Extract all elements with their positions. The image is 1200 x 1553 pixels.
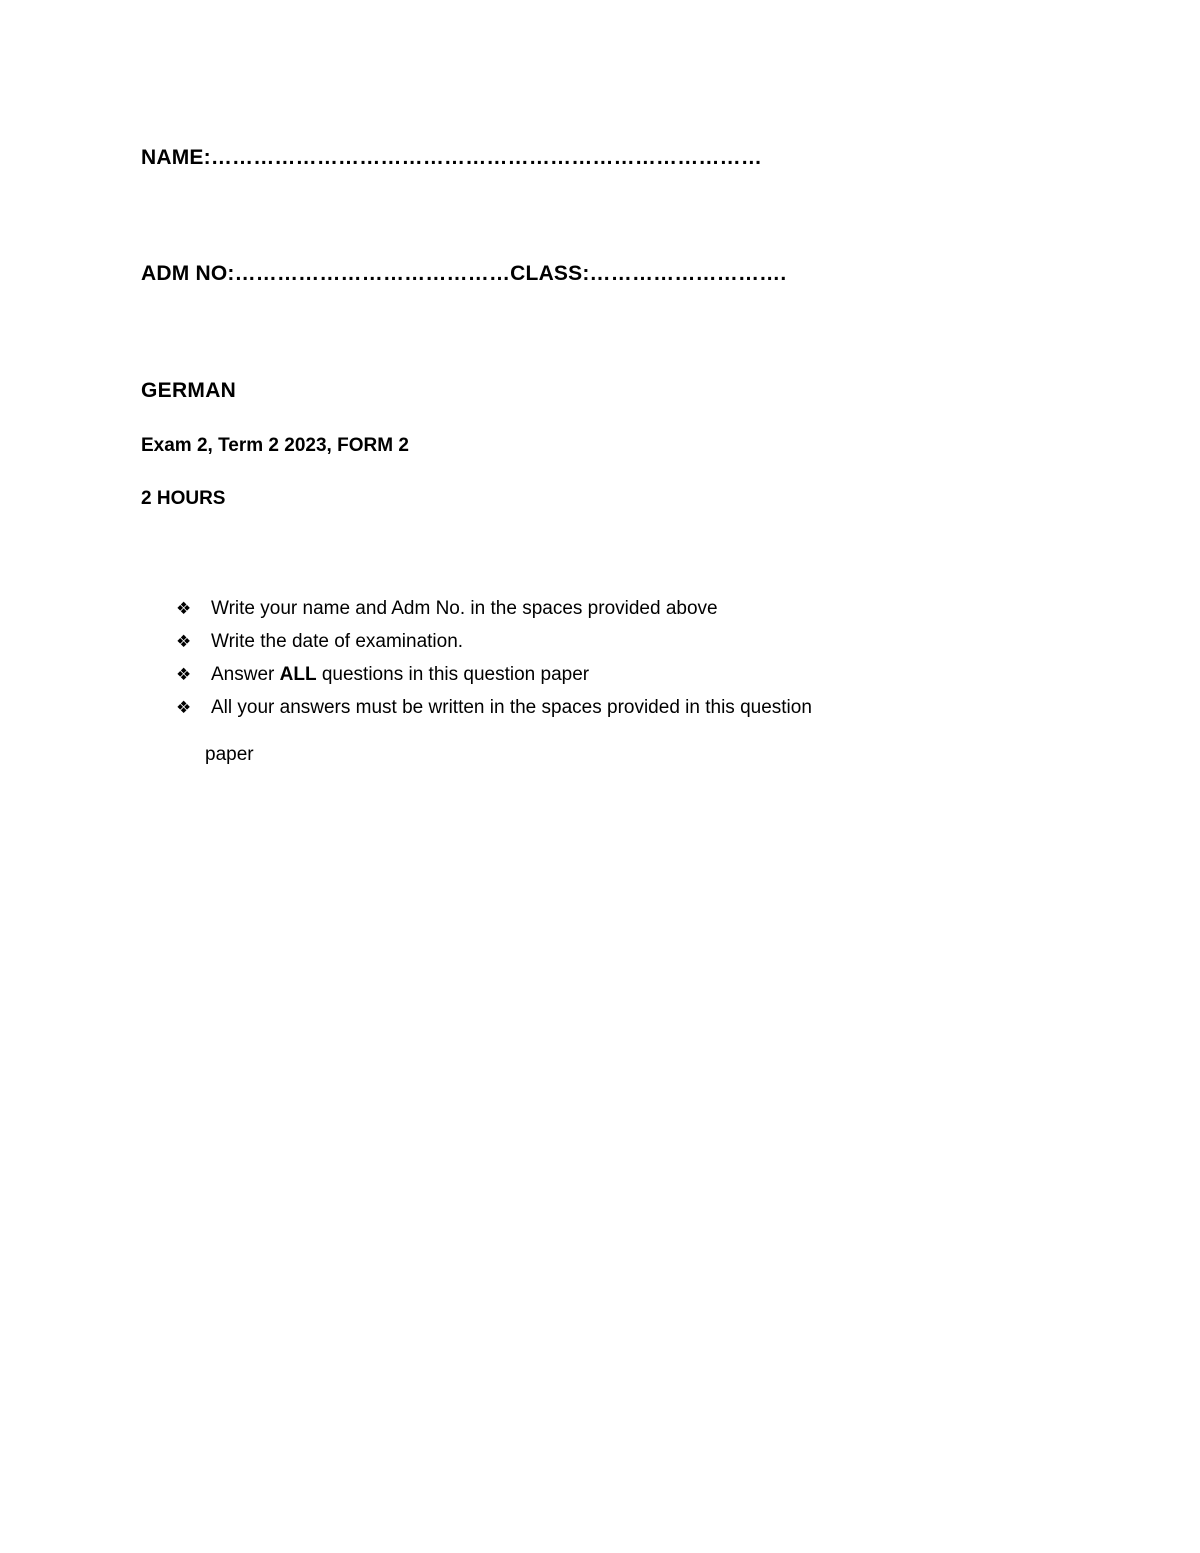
adm-class-field (141, 262, 786, 286)
diamond-bullet-icon: ❖ (176, 664, 192, 684)
instruction-text: All your answers must be written in the spaces provided in this question (211, 696, 812, 718)
adm-dots: ………………………………… (234, 262, 511, 285)
instruction-item (176, 691, 812, 724)
name-label: NAME: (141, 146, 211, 169)
class-dots: ………………………. (589, 262, 787, 285)
adm-label: ADM NO: (141, 262, 235, 285)
instruction-continuation: paper (205, 744, 254, 765)
diamond-bullet-icon: ❖ (176, 697, 192, 717)
diamond-bullet-icon: ❖ (176, 631, 192, 651)
instruction-item (176, 658, 812, 691)
diamond-bullet-icon: ❖ (176, 598, 192, 618)
name-dots: …………………………………………………………………… (210, 146, 763, 169)
subject-title: GERMAN (141, 379, 237, 402)
name-field (141, 146, 762, 170)
instruction-text: Write the date of examination. (211, 630, 464, 652)
exam-duration: 2 HOURS (141, 488, 226, 509)
exam-info: Exam 2, Term 2 2023, FORM 2 (141, 435, 409, 456)
instructions-list (176, 592, 812, 724)
instruction-text: Write your name and Adm No. in the spaces provided above (211, 597, 718, 619)
instruction-emphasis: ALL (279, 663, 317, 685)
instruction-item (176, 592, 812, 625)
instruction-text-after: questions in this question paper (316, 663, 590, 685)
instruction-text (211, 664, 589, 686)
class-label: CLASS: (510, 262, 590, 285)
instruction-text-before: Answer (211, 663, 280, 685)
instruction-item (176, 625, 812, 658)
